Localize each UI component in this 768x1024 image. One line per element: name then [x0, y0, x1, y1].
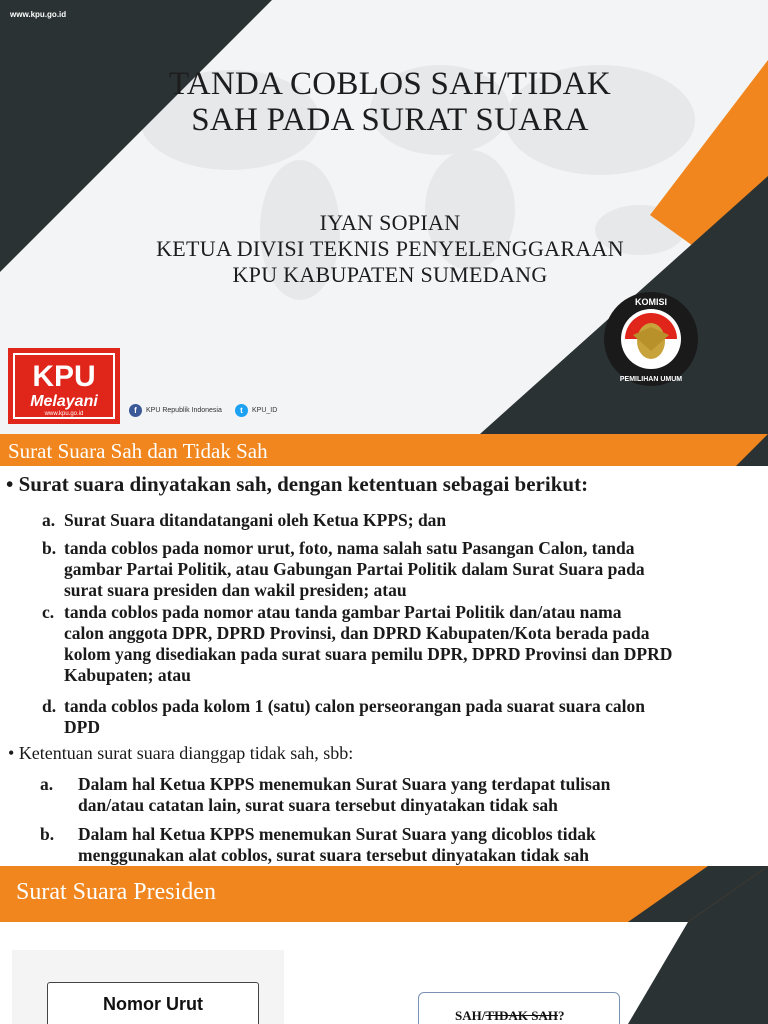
title-line: SAH PADA SURAT SUARA [191, 102, 589, 138]
item-line: tanda coblos pada nomor urut, foto, nama salah satu Pasangan Calon, tanda [64, 538, 635, 558]
sah-struck: TIDAK SAH [485, 1008, 558, 1023]
slide-title [100, 66, 680, 138]
list-item-d [42, 696, 762, 738]
sah-question [455, 1008, 564, 1024]
nomor-urut-box [47, 982, 259, 1024]
twitter-link[interactable] [235, 404, 277, 417]
item-line: Kabupaten; atau [64, 665, 191, 685]
president-ballot-slide [0, 866, 768, 1024]
section-heading: Surat Suara Presiden [16, 879, 216, 905]
kpu-seal-icon [603, 291, 699, 387]
presenter-org: KPU KABUPATEN SUMEDANG [232, 262, 548, 287]
item-line: calon anggota DPR, DPRD Provinsi, dan DPRD Kabupaten/Kota berada pada [64, 623, 650, 643]
title-line: TANDA COBLOS SAH/TIDAK [168, 66, 612, 102]
facebook-icon: f [129, 404, 142, 417]
facebook-label: KPU Republik Indonesia [146, 407, 222, 414]
list-item-invalid-a [40, 774, 762, 816]
item-line: gambar Partai Politik, atau Gabungan Partai Politik dalam Surat Suara pada [64, 559, 645, 579]
item-label: b. [40, 824, 55, 844]
list-item-invalid-b [40, 824, 762, 866]
item-line: Dalam hal Ketua KPPS menemukan Surat Suara yang terdapat tulisan [78, 774, 611, 794]
item-line: menggunakan alat coblos, surat suara tersebut dinyatakan tidak sah [78, 845, 589, 865]
sah-prefix: SAH/ [455, 1008, 486, 1023]
content-slide [0, 434, 768, 866]
presenter-role: KETUA DIVISI TEKNIS PENYELENGGARAAN [156, 236, 624, 261]
item-label: a. [40, 774, 54, 794]
svg-text:KPU: KPU [32, 360, 96, 393]
item-line: surat suara presiden dan wakil presiden; atau [64, 580, 407, 600]
item-line: tanda coblos pada kolom 1 (satu) calon perseorangan pada suarat suara calon [64, 696, 645, 716]
item-line: kolom yang disediakan pada surat suara pemilu DPR, DPRD Provinsi dan DPRD [64, 644, 673, 664]
facebook-link[interactable] [129, 404, 222, 417]
item-line: Dalam hal Ketua KPPS menemukan Surat Suara yang dicoblos tidak [78, 824, 596, 844]
presenter-info [100, 210, 680, 288]
kpu-melayani-logo [8, 348, 120, 424]
sah-suffix: ? [557, 1008, 565, 1023]
dark-corner-shape [628, 866, 768, 1024]
item-label: c. [42, 602, 55, 622]
section-heading: Surat Suara Sah dan Tidak Sah [8, 439, 268, 463]
seal-top-text: KOMISI [634, 297, 668, 307]
list-item-a [42, 510, 762, 531]
item-label: b. [42, 538, 57, 558]
item-line: dan/atau catatan lain, surat suara tersebut dinyatakan tidak sah [78, 795, 558, 815]
item-line: tanda coblos pada nomor atau tanda gambar Partai Politik dan/atau nama [64, 602, 622, 622]
presenter-name: IYAN SOPIAN [319, 210, 461, 235]
title-slide [0, 0, 768, 434]
sah-question-box [418, 992, 620, 1024]
bullet-valid-text: Surat suara dinyatakan sah, dengan ketentuan sebagai berikut: [18, 472, 589, 496]
twitter-icon: t [235, 404, 248, 417]
item-line: DPD [64, 717, 100, 737]
site-url: www.kpu.go.id [10, 10, 67, 19]
seal-bottom-text: PEMILIHAN UMUM [619, 376, 683, 383]
item-line: Surat Suara ditandatangani oleh Ketua KPPS; dan [64, 510, 447, 530]
item-label: a. [42, 510, 56, 530]
twitter-label: KPU_ID [252, 407, 278, 414]
item-label: d. [42, 696, 57, 716]
svg-text:www.kpu.go.id: www.kpu.go.id [44, 411, 84, 417]
list-item-c [42, 602, 762, 686]
bullet-valid: • Surat suara dinyatakan sah, dengan ketentuan sebagai berikut: [6, 472, 589, 496]
bullet-invalid-text: Ketentuan surat suara dianggap tidak sah, sbb: [18, 743, 354, 763]
svg-text:Melayani: Melayani [30, 393, 98, 410]
bullet-invalid: • Ketentuan surat suara dianggap tidak sah, sbb: [8, 743, 354, 763]
nomor-urut-label: Nomor Urut [103, 994, 203, 1014]
list-item-b [42, 538, 762, 601]
header-band-accent [648, 434, 768, 466]
